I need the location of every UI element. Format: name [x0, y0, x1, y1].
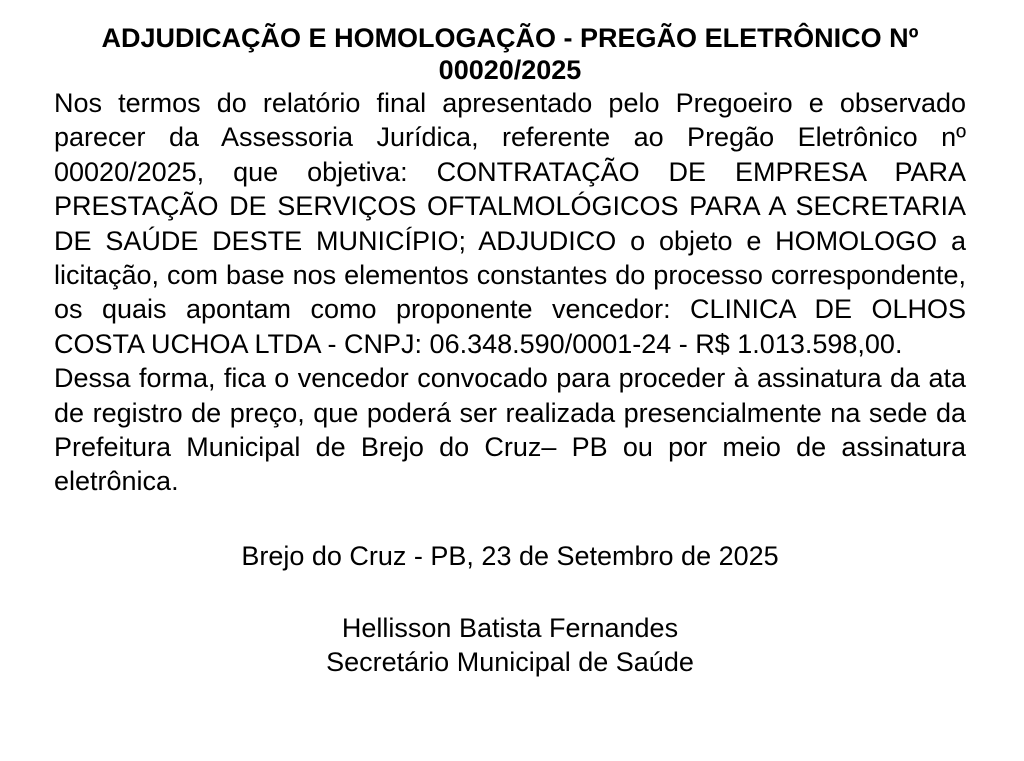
- document-page: [54, 22, 966, 679]
- signer-name: Hellisson Batista Fernandes: [341, 612, 679, 643]
- body-paragraph-2: Dessa forma, fica o vencedor convocado para proceder à assinatura da ata de registro de preço, que poderá ser realizada presencialmente na sede da Prefeitura Municipal de Brejo do Cruz– PB ou por meio de assinatura eletrônica.: [54, 363, 966, 497]
- signer-role: Secretário Municipal de Saúde: [326, 646, 694, 677]
- place-and-date: Brejo do Cruz - PB, 23 de Setembro de 2025: [241, 540, 779, 571]
- body-paragraph-1: Nos termos do relatório final apresentado pelo Pregoeiro e observado parecer da Assessoria Jurídica, referente ao Pregão Eletrônico nº 00020/2025, que objetiva: CONTRATAÇÃO DE EMPRESA PARA PRESTAÇÃO DE SERVIÇOS OFTALMOLÓGICOS PARA A SECRETARIA DE SAÚDE DESTE MUNICÍPIO; ADJUDICO o objeto e HOMOLOGO a licitação, com base nos elementos constantes do processo correspondente, os quais apontam como proponente vencedor: CLINICA DE OLHOS COSTA UCHOA LTDA - CNPJ: 06.348.590/0001-24 - R$ 1.013.598,00.: [54, 88, 966, 359]
- signature-block: [54, 611, 966, 679]
- document-title: ADJUDICAÇÃO E HOMOLOGAÇÃO - PREGÃO ELETRÔNICO Nº 00020/2025: [101, 23, 919, 85]
